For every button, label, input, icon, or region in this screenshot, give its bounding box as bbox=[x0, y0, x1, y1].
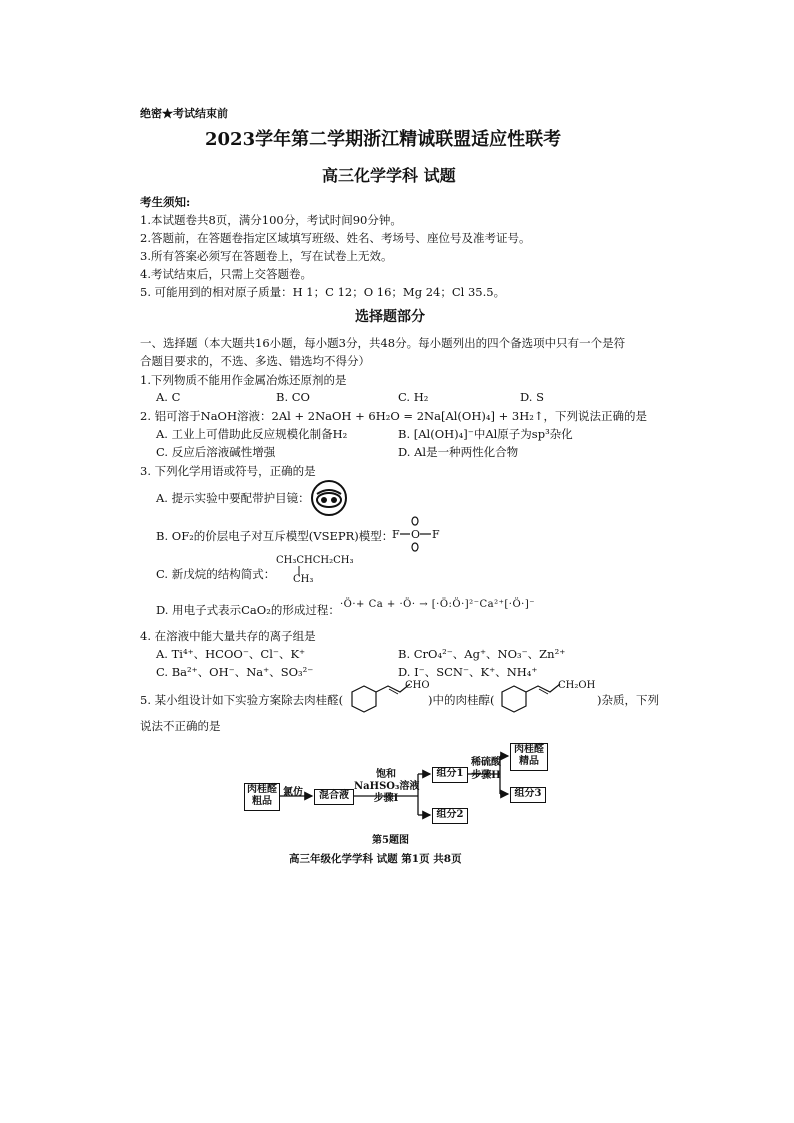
q2-option-c: C. 反应后溶液碱性增强 bbox=[156, 445, 276, 459]
q2-stem: 2. 铝可溶于NaOH溶液：2Al + 2NaOH + 6H₂O = 2Na[Al(OH)₄] + 3H₂↑，下列说法正确的是 bbox=[140, 409, 647, 423]
of2-f-right: F bbox=[432, 528, 440, 541]
page-subtitle: 高三化学学科 试题 bbox=[322, 166, 456, 185]
notice-item: 5. 可能用到的相对原子质量：H 1；C 12；O 16；Mg 24；Cl 35.5。 bbox=[140, 285, 506, 299]
confidential-label: 绝密★考试结束前 bbox=[140, 107, 228, 120]
q5-stem-part2: )中的肉桂醇( bbox=[428, 693, 495, 707]
flow-reagent1-line2: NaHSO₃溶液 bbox=[354, 781, 420, 792]
part1-intro: 一、选择题（本大题共16小题，每小题3分，共48分。每小题列出的四个备选项中只有一个是符 bbox=[140, 336, 626, 350]
q1-option-a: A. C bbox=[156, 390, 181, 404]
flow-box-comp1: 组分1 bbox=[432, 767, 468, 783]
q4-option-a: A. Ti⁴⁺、HCOO⁻、Cl⁻、K⁺ bbox=[156, 647, 306, 661]
ch2oh-group: CH₂OH bbox=[558, 680, 596, 691]
q3-option-b: B. OF₂的价层电子对互斥模型(VSEPR)模型： bbox=[156, 529, 394, 543]
q4-option-b: B. CrO₄²⁻、Ag⁺、NO₃⁻、Zn²⁺ bbox=[398, 647, 566, 661]
figure-caption: 第5题图 bbox=[372, 835, 409, 846]
q2-option-d: D. Al是一种两性化合物 bbox=[398, 445, 519, 459]
flow-product-line2: 精品 bbox=[519, 756, 539, 767]
q3-option-c: C. 新戊烷的结构简式： bbox=[156, 567, 276, 581]
flow-box-comp3: 组分3 bbox=[510, 787, 546, 803]
q4-stem: 4. 在溶液中能大量共存的离子组是 bbox=[140, 629, 316, 643]
q5-stem-part3: )杂质，下列 bbox=[597, 693, 659, 707]
cho-group: CHO bbox=[405, 680, 430, 691]
neopentane-branch: CH₃ bbox=[293, 574, 314, 585]
page-footer: 高三年级化学学科 试题 第1页 共8页 bbox=[289, 853, 462, 865]
q1-stem: 1.下列物质不能用作金属冶炼还原剂的是 bbox=[140, 373, 347, 387]
notice-item: 4.考试结束后，只需上交答题卷。 bbox=[140, 267, 312, 281]
q4-option-d: D. I⁻、SCN⁻、K⁺、NH₄⁺ bbox=[398, 665, 538, 679]
of2-o: O bbox=[411, 528, 421, 541]
page-title: 2023学年第二学期浙江精诚联盟适应性联考 bbox=[205, 129, 562, 150]
flow-reagent2-line2: 步骤II bbox=[471, 770, 501, 781]
of2-f-left: F bbox=[392, 528, 400, 541]
q5-stem-line2: 说法不正确的是 bbox=[140, 719, 221, 733]
q1-option-d: D. S bbox=[520, 390, 544, 404]
flow-solvent-label: 氯仿 bbox=[283, 787, 303, 798]
flow-box-mixture: 混合液 bbox=[314, 789, 354, 805]
flow-box-product bbox=[510, 743, 548, 771]
q5-stem-part1: 5. 某小组设计如下实验方案除去肉桂醛( bbox=[140, 693, 344, 707]
flow-reagent2 bbox=[470, 756, 502, 782]
notice-item: 1.本试题卷共8页，满分100分，考试时间90分钟。 bbox=[140, 213, 402, 227]
cao2-electron-formula: ·Ö·+ Ca + ·Ö· → [·Ö:Ö·]²⁻Ca²⁺[·Ö·]⁻ bbox=[340, 599, 536, 610]
q2-option-a: A. 工业上可借助此反应规模化制备H₂ bbox=[156, 427, 348, 441]
q3-stem: 3. 下列化学用语或符号，正确的是 bbox=[140, 464, 316, 478]
part1-intro: 合题目要求的，不选、多选、错选均不得分） bbox=[140, 354, 370, 368]
notice-item: 3.所有答案必须写在答题卷上，写在试卷上无效。 bbox=[140, 249, 393, 263]
flow-reagent1-line3: 步骤I bbox=[373, 793, 399, 804]
q1-option-c: C. H₂ bbox=[398, 390, 429, 404]
flow-reagent1-line1: 饱和 bbox=[376, 769, 396, 780]
section-title: 选择题部分 bbox=[355, 309, 425, 325]
flow-reagent2-line1: 稀硫酸 bbox=[471, 757, 501, 768]
flow-box-crude bbox=[244, 783, 280, 811]
q3-option-a: A. 提示实验中要配带护目镜： bbox=[156, 491, 310, 505]
notice-heading: 考生须知: bbox=[140, 195, 191, 209]
neopentane-main-chain: CH₃CHCH₂CH₃ bbox=[276, 555, 354, 566]
flow-reagent1 bbox=[354, 769, 418, 805]
q1-option-b: B. CO bbox=[276, 390, 310, 404]
q2-option-b: B. [Al(OH)₄]⁻中Al原子为sp³杂化 bbox=[398, 427, 573, 441]
flow-crude-line1: 肉桂醛 bbox=[247, 784, 277, 795]
flow-product-line1: 肉桂醛 bbox=[514, 744, 544, 755]
flow-crude-line2: 粗品 bbox=[252, 796, 272, 807]
q3-option-d: D. 用电子式表示CaO₂的形成过程： bbox=[156, 603, 340, 617]
flow-box-comp2: 组分2 bbox=[432, 808, 468, 824]
notice-item: 2.答题前，在答题卷指定区域填写班级、姓名、考场号、座位号及准考证号。 bbox=[140, 231, 531, 245]
q4-option-c: C. Ba²⁺、OH⁻、Na⁺、SO₃²⁻ bbox=[156, 665, 314, 679]
